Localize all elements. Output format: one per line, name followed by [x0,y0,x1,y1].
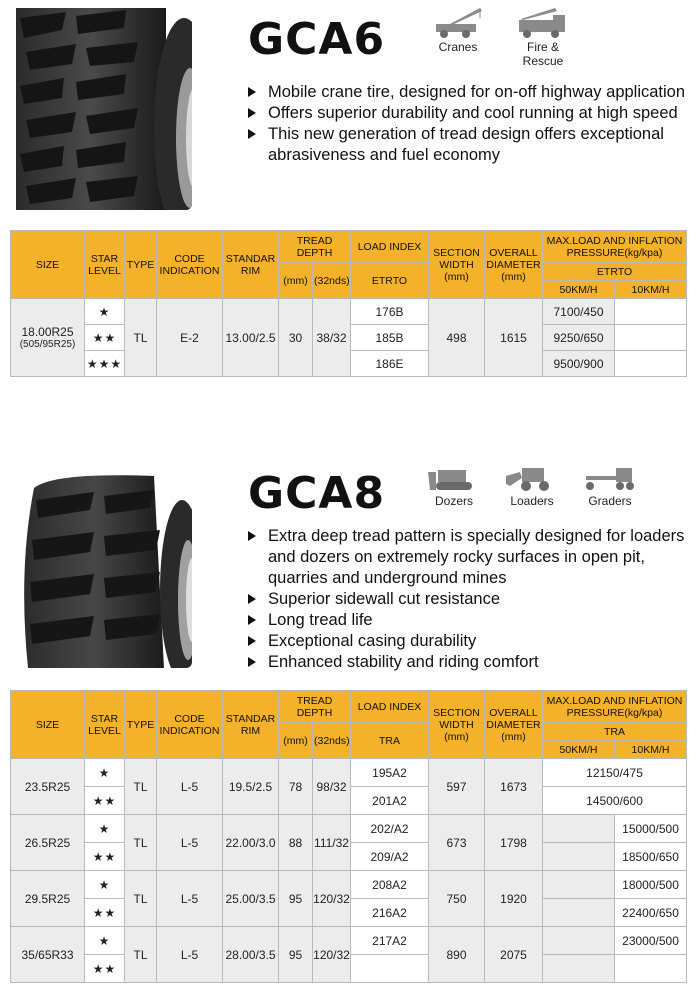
cell-rim: 28.00/3.5 [223,927,279,983]
triangle-bullet-icon [248,594,256,604]
header-max-load-standard: ETRTO [543,263,687,281]
header-load-standard: ETRTO [351,263,429,299]
cell-star-level: ★ [85,871,125,899]
cell-type: TL [125,927,157,983]
application-loaders [502,462,562,508]
cell-overall-diameter: 2075 [485,927,543,983]
cell-load-50 [543,843,615,871]
cell-load-50: 9250/650 [543,325,615,351]
cell-rim: 25.00/3.5 [223,871,279,927]
header-32nds: (32nds) [313,263,351,299]
cell-load-index: 201A2 [351,787,429,815]
feature-item: Enhanced stability and riding comfort [248,652,688,673]
cell-32nds: 38/32 [313,299,351,377]
table-row [11,759,687,787]
gca8-applications [424,462,640,508]
header-overall-diameter: OVERALL DIAMETER (mm) [485,231,543,299]
cell-section-width: 597 [429,759,485,815]
cell-rim: 19.5/2.5 [223,759,279,815]
cell-load-10 [615,351,687,377]
cell-load-10: 15000/500 [615,815,687,843]
gca8-section [0,462,700,992]
cell-mm: 30 [279,299,313,377]
cell-32nds: 98/32 [313,759,351,815]
gca6-applications [428,4,580,68]
gca8-title: GCA8 [248,468,386,519]
cell-code: L-5 [157,759,223,815]
cell-overall-diameter: 1920 [485,871,543,927]
triangle-bullet-icon [248,108,256,118]
cell-32nds: 111/32 [313,815,351,871]
feature-item: This new generation of tread design offers exceptional abrasiveness and fuel economy [248,124,688,166]
header-load-index: LOAD INDEX [351,691,429,723]
cell-type: TL [125,299,157,377]
header-speed-50: 50KM/H [543,281,615,299]
dozer-icon [426,462,482,492]
header-speed-10: 10KM/H [615,741,687,759]
gca6-tire-image [6,8,192,210]
cell-section-width: 498 [429,299,485,377]
cell-load-50 [543,899,615,927]
application-label: Fire & Rescue [522,40,564,68]
application-label: Graders [588,494,632,508]
feature-item: Offers superior durability and cool running at high speed [248,103,688,124]
triangle-bullet-icon [248,87,256,97]
cell-load-50: 7100/450 [543,299,615,325]
triangle-bullet-icon [248,129,256,139]
application-fire-rescue [506,4,580,68]
header-size: SIZE [11,691,85,759]
cell-star-level: ★★ [85,843,125,871]
header-star-level: STAR LEVEL [85,231,125,299]
cell-type: TL [125,871,157,927]
cell-load-50 [543,955,615,983]
cell-mm: 88 [279,815,313,871]
table-row [11,299,687,325]
triangle-bullet-icon [248,657,256,667]
cell-type: TL [125,815,157,871]
feature-item: Extra deep tread pattern is specially designed for loaders and dozers on extremely rocky surfaces in open pit, quarries and underground mines [248,526,688,589]
crane-icon [430,4,486,38]
cell-overall-diameter: 1798 [485,815,543,871]
header-size: SIZE [11,231,85,299]
application-label: Cranes [438,40,478,54]
cell-load-index: 217A2 [351,927,429,955]
cell-mm: 78 [279,759,313,815]
cell-max-load: 12150/475 [543,759,687,787]
cell-code: L-5 [157,871,223,927]
cell-type: TL [125,759,157,815]
gca6-section [0,0,700,400]
cell-load-50 [543,927,615,955]
cell-overall-diameter: 1615 [485,299,543,377]
application-label: Dozers [434,494,473,508]
header-rim: STANDAR RIM [223,231,279,299]
cell-load-index: 202/A2 [351,815,429,843]
header-32nds: (32nds) [313,723,351,759]
cell-load-50: 9500/900 [543,351,615,377]
cell-load-index: 209/A2 [351,843,429,871]
cell-size: 23.5R25 [11,759,85,815]
cell-load-index: 216A2 [351,899,429,927]
gca6-title: GCA6 [248,14,386,65]
cell-size: 35/65R33 [11,927,85,983]
cell-overall-diameter: 1673 [485,759,543,815]
cell-star-level: ★ [85,759,125,787]
application-dozers [424,462,484,508]
cell-star-level: ★★ [85,787,125,815]
cell-load-10 [615,325,687,351]
cell-rim: 22.00/3.0 [223,815,279,871]
cell-section-width: 673 [429,815,485,871]
header-code: CODE INDICATION [157,231,223,299]
header-section-width: SECTION WIDTH (mm) [429,231,485,299]
header-section-width: SECTION WIDTH (mm) [429,691,485,759]
header-mm: (mm) [279,723,313,759]
cell-32nds: 120/32 [313,871,351,927]
gca6-feature-list [248,82,688,166]
header-type: TYPE [125,691,157,759]
cell-code: L-5 [157,815,223,871]
cell-load-10 [615,299,687,325]
header-speed-10: 10KM/H [615,281,687,299]
cell-load-index: 208A2 [351,871,429,899]
header-overall-diameter: OVERALL DIAMETER (mm) [485,691,543,759]
cell-load-index: 195A2 [351,759,429,787]
header-max-load: MAX.LOAD AND INFLATION PRESSURE(kg/kpa) [543,231,687,263]
cell-mm: 95 [279,871,313,927]
application-cranes [428,4,488,68]
cell-star-level: ★ [85,299,125,325]
cell-star-level: ★ [85,927,125,955]
header-code: CODE INDICATION [157,691,223,759]
feature-item: Mobile crane tire, designed for on-off highway application [248,82,688,103]
cell-32nds: 120/32 [313,927,351,983]
loader-icon [504,462,560,492]
cell-load-index: 185B [351,325,429,351]
table-row [11,927,687,955]
header-star-level: STAR LEVEL [85,691,125,759]
application-label: Loaders [510,494,554,508]
cell-load-10: 22400/650 [615,899,687,927]
cell-star-level: ★ [85,815,125,843]
cell-code: E-2 [157,299,223,377]
cell-section-width: 890 [429,927,485,983]
cell-mm: 95 [279,927,313,983]
triangle-bullet-icon [248,636,256,646]
header-load-index: LOAD INDEX [351,231,429,263]
feature-item: Superior sidewall cut resistance [248,589,688,610]
cell-max-load: 14500/600 [543,787,687,815]
cell-load-index: 186E [351,351,429,377]
cell-star-level: ★★★ [85,351,125,377]
cell-code: L-5 [157,927,223,983]
cell-load-index [351,955,429,983]
cell-load-10: 18500/650 [615,843,687,871]
cell-section-width: 750 [429,871,485,927]
header-mm: (mm) [279,263,313,299]
header-max-load: MAX.LOAD AND INFLATION PRESSURE(kg/kpa) [543,691,687,723]
gca8-spec-table [10,690,687,983]
header-tread-depth: TREAD DEPTH [279,231,351,263]
cell-star-level: ★★ [85,325,125,351]
grader-icon [582,462,638,492]
application-graders [580,462,640,508]
cell-load-50 [543,871,615,899]
table-row [11,871,687,899]
header-load-standard: TRA [351,723,429,759]
cell-size: 18.00R25 (505/95R25) [11,299,85,377]
table-row [11,815,687,843]
cell-load-50 [543,815,615,843]
gca8-feature-list [248,526,688,673]
cell-star-level: ★★ [85,899,125,927]
cell-load-10 [615,955,687,983]
feature-item: Exceptional casing durability [248,631,688,652]
triangle-bullet-icon [248,615,256,625]
cell-rim: 13.00/2.5 [223,299,279,377]
cell-load-index: 176B [351,299,429,325]
feature-item: Long tread life [248,610,688,631]
header-speed-50: 50KM/H [543,741,615,759]
cell-size: 26.5R25 [11,815,85,871]
gca6-spec-table [10,230,687,377]
header-tread-depth: TREAD DEPTH [279,691,351,723]
triangle-bullet-icon [248,531,256,541]
cell-star-level: ★★ [85,955,125,983]
gca8-tire-image [14,470,192,668]
header-type: TYPE [125,231,157,299]
header-rim: STANDAR RIM [223,691,279,759]
header-max-load-standard: TRA [543,723,687,741]
cell-load-10: 23000/500 [615,927,687,955]
cell-size: 29.5R25 [11,871,85,927]
cell-load-10: 18000/500 [615,871,687,899]
fire-truck-icon [515,4,571,38]
